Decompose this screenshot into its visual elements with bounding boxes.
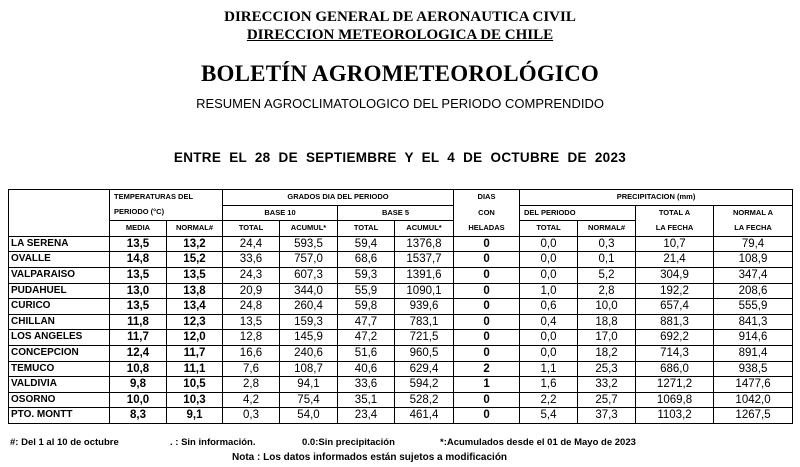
base10-total-cell: 7,6	[223, 361, 280, 377]
table-row	[9, 408, 793, 424]
temp-group-header-line2: PERIODO (°C)	[110, 205, 223, 221]
precip-total-cell: 0,6	[520, 299, 578, 315]
base5-total-cell: 40,6	[338, 361, 395, 377]
precip-normal-cell: 25,3	[578, 361, 636, 377]
temp-media-cell: 8,3	[110, 408, 167, 424]
base5-acumul-cell: 594,2	[395, 377, 454, 393]
precip-normal-to-date-cell: 108,9	[714, 252, 793, 268]
base5-acumul-cell: 1537,7	[395, 252, 454, 268]
base10-acumul-cell: 159,3	[280, 314, 338, 330]
table-row	[9, 361, 793, 377]
base10-acumul-cell: 344,0	[280, 283, 338, 299]
base10-header: BASE 10	[223, 205, 338, 221]
base5-total-cell: 47,2	[338, 330, 395, 346]
precip-normal-cell: 37,3	[578, 408, 636, 424]
precip-total-cell: 1,0	[520, 283, 578, 299]
precip-normal-cell: 18,2	[578, 345, 636, 361]
precip-total-cell: 0,4	[520, 314, 578, 330]
base10-acumul-cell: 75,4	[280, 392, 338, 408]
base5-acumul-cell: 629,4	[395, 361, 454, 377]
station-name-cell: OSORNO	[9, 392, 110, 408]
base5-total-cell: 68,6	[338, 252, 395, 268]
temp-normal-cell: 13,4	[167, 299, 223, 315]
base5-total-cell: 55,9	[338, 283, 395, 299]
precip-normal-to-date-cell: 1042,0	[714, 392, 793, 408]
base10-acumul-cell: 240,6	[280, 345, 338, 361]
precip-total-cell: 1,1	[520, 361, 578, 377]
table-row	[9, 283, 793, 299]
precip-total-to-date-cell: 1069,8	[636, 392, 714, 408]
precip-normal-cell: 2,8	[578, 283, 636, 299]
temp-normal-cell: 10,5	[167, 377, 223, 393]
header-corner-bottom	[9, 221, 110, 237]
footnote-no-info: . : Sin información.	[170, 437, 256, 448]
base5-total-cell: 33,6	[338, 377, 395, 393]
station-name-cell: CONCEPCION	[9, 345, 110, 361]
precip-normal-to-date-cell: 914,6	[714, 330, 793, 346]
frost-days-cell: 0	[454, 299, 520, 315]
precip-normal-cell: 0,1	[578, 252, 636, 268]
base5-total-cell: 23,4	[338, 408, 395, 424]
table-row	[9, 392, 793, 408]
frost-days-cell: 0	[454, 236, 520, 252]
table-row	[9, 236, 793, 252]
footnote-period: #: Del 1 al 10 de octubre	[10, 437, 119, 448]
base10-total-cell: 33,6	[223, 252, 280, 268]
la-fecha-header-2: LA FECHA	[714, 221, 793, 237]
org-name-line2	[0, 27, 800, 44]
base5-total-header: TOTAL	[338, 221, 395, 237]
temp-group-header-line1: TEMPERATURAS DEL	[110, 190, 223, 206]
base10-acumul-cell: 94,1	[280, 377, 338, 393]
base5-acumul-header: ACUMUL*	[395, 221, 454, 237]
base5-acumul-cell: 783,1	[395, 314, 454, 330]
footnotes	[0, 437, 800, 451]
station-name-cell: CHILLAN	[9, 314, 110, 330]
precip-total-to-date-cell: 10,7	[636, 236, 714, 252]
precip-normal-cell: 5,2	[578, 267, 636, 283]
precip-total-cell: 1,6	[520, 377, 578, 393]
base10-total-cell: 24,4	[223, 236, 280, 252]
base10-acumul-header: ACUMUL*	[280, 221, 338, 237]
temp-media-cell: 13,5	[110, 236, 167, 252]
precip-total-to-date-cell: 1103,2	[636, 408, 714, 424]
temp-normal-cell: 13,8	[167, 283, 223, 299]
base10-acumul-cell: 607,3	[280, 267, 338, 283]
precip-normal-to-date-cell: 891,4	[714, 345, 793, 361]
table-body	[9, 236, 793, 423]
base5-acumul-cell: 1376,8	[395, 236, 454, 252]
table-row	[9, 299, 793, 315]
base5-acumul-cell: 1090,1	[395, 283, 454, 299]
precip-total-to-date-cell: 192,2	[636, 283, 714, 299]
station-name-cell: LOS ANGELES	[9, 330, 110, 346]
precip-normal-cell: 25,7	[578, 392, 636, 408]
temp-media-cell: 13,5	[110, 299, 167, 315]
precip-normal-cell: 0,3	[578, 236, 636, 252]
grados-dia-header: GRADOS DIA DEL PERIODO	[223, 190, 454, 206]
normal-temp-header: NORMAL#	[167, 221, 223, 237]
temp-media-cell: 13,0	[110, 283, 167, 299]
header-corner-mid	[9, 205, 110, 221]
frost-days-cell: 0	[454, 392, 520, 408]
table-row	[9, 377, 793, 393]
base10-total-cell: 24,3	[223, 267, 280, 283]
station-name-cell: VALDIVIA	[9, 377, 110, 393]
table-row	[9, 252, 793, 268]
station-name-cell: PUDAHUEL	[9, 283, 110, 299]
normal-a-header: NORMAL A	[714, 205, 793, 221]
precip-total-cell: 0,0	[520, 252, 578, 268]
base10-total-cell: 24,8	[223, 299, 280, 315]
precip-total-cell: 0,0	[520, 236, 578, 252]
precip-total-to-date-cell: 714,3	[636, 345, 714, 361]
base5-acumul-cell: 528,2	[395, 392, 454, 408]
footnote-no-precip: 0.0:Sin precipitación	[302, 437, 395, 448]
frost-days-cell: 0	[454, 283, 520, 299]
org-name-line1: DIRECCION GENERAL DE AERONAUTICA CIVIL	[224, 9, 576, 25]
frost-days-cell: 0	[454, 408, 520, 424]
temp-media-cell: 14,8	[110, 252, 167, 268]
station-name-cell: OVALLE	[9, 252, 110, 268]
precip-total-cell: 2,2	[520, 392, 578, 408]
precip-total-to-date-cell: 686,0	[636, 361, 714, 377]
base5-acumul-cell: 939,6	[395, 299, 454, 315]
precip-total-cell: 0,0	[520, 330, 578, 346]
base10-total-cell: 16,6	[223, 345, 280, 361]
precip-normal-header: NORMAL#	[578, 221, 636, 237]
base5-acumul-cell: 960,5	[395, 345, 454, 361]
precip-total-header: TOTAL	[520, 221, 578, 237]
frost-days-cell: 2	[454, 361, 520, 377]
la-fecha-header-1: LA FECHA	[636, 221, 714, 237]
precip-total-to-date-cell: 21,4	[636, 252, 714, 268]
temp-normal-cell: 10,3	[167, 392, 223, 408]
temp-normal-cell: 12,0	[167, 330, 223, 346]
station-name-cell: PTO. MONTT	[9, 408, 110, 424]
precip-total-to-date-cell: 1271,2	[636, 377, 714, 393]
period-range: ENTRE EL 28 DE SEPTIEMBRE Y EL 4 DE OCTUBRE DE 2023	[173, 150, 627, 165]
base5-total-cell: 35,1	[338, 392, 395, 408]
heladas-header-line3: HELADAS	[454, 221, 520, 237]
base10-total-cell: 12,8	[223, 330, 280, 346]
precip-normal-to-date-cell: 938,5	[714, 361, 793, 377]
temp-normal-cell: 15,2	[167, 252, 223, 268]
footnote-disclaimer: Nota : Los datos informados están sujetos a modificación	[232, 452, 508, 463]
heladas-header-line2: CON	[454, 205, 520, 221]
frost-days-cell: 0	[454, 252, 520, 268]
base10-acumul-cell: 145,9	[280, 330, 338, 346]
precip-total-cell: 5,4	[520, 408, 578, 424]
base5-total-cell: 59,3	[338, 267, 395, 283]
del-periodo-header: DEL PERIODO	[520, 205, 636, 221]
base5-total-cell: 47,7	[338, 314, 395, 330]
precip-normal-to-date-cell: 555,9	[714, 299, 793, 315]
station-name-cell: LA SERENA	[9, 236, 110, 252]
precip-normal-to-date-cell: 79,4	[714, 236, 793, 252]
base5-acumul-cell: 1391,6	[395, 267, 454, 283]
base10-total-cell: 0,3	[223, 408, 280, 424]
precip-total-cell: 0,0	[520, 267, 578, 283]
org-name-line2-text: DIRECCION METEOROLOGICA DE CHILE	[246, 27, 554, 43]
temp-media-cell: 12,4	[110, 345, 167, 361]
station-name-cell: CURICO	[9, 299, 110, 315]
precip-normal-to-date-cell: 841,3	[714, 314, 793, 330]
frost-days-cell: 0	[454, 330, 520, 346]
bulletin-subtitle: RESUMEN AGROCLIMATOLOGICO DEL PERIODO COMPRENDIDO	[196, 96, 604, 111]
base5-acumul-cell: 721,5	[395, 330, 454, 346]
base10-total-cell: 13,5	[223, 314, 280, 330]
precip-normal-cell: 17,0	[578, 330, 636, 346]
base10-acumul-cell: 757,0	[280, 252, 338, 268]
frost-days-cell: 0	[454, 267, 520, 283]
footnote-accumulated: *:Acumulados desde el 01 de Mayo de 2023	[440, 437, 636, 448]
total-a-header: TOTAL A	[636, 205, 714, 221]
station-name-cell: TEMUCO	[9, 361, 110, 377]
temp-media-cell: 11,7	[110, 330, 167, 346]
precip-total-to-date-cell: 692,2	[636, 330, 714, 346]
precip-total-to-date-cell: 304,9	[636, 267, 714, 283]
frost-days-cell: 1	[454, 377, 520, 393]
table-row	[9, 330, 793, 346]
header-row-3	[9, 221, 793, 237]
precip-normal-cell: 33,2	[578, 377, 636, 393]
media-header: MEDIA	[110, 221, 167, 237]
table-row	[9, 267, 793, 283]
heladas-header-line1: DIAS	[454, 190, 520, 206]
temp-media-cell: 10,0	[110, 392, 167, 408]
base5-acumul-cell: 461,4	[395, 408, 454, 424]
station-name-cell: VALPARAISO	[9, 267, 110, 283]
temp-media-cell: 13,5	[110, 267, 167, 283]
base10-acumul-cell: 108,7	[280, 361, 338, 377]
temp-media-cell: 9,8	[110, 377, 167, 393]
precip-total-to-date-cell: 881,3	[636, 314, 714, 330]
temp-normal-cell: 11,1	[167, 361, 223, 377]
temp-normal-cell: 11,7	[167, 345, 223, 361]
precip-total-to-date-cell: 657,4	[636, 299, 714, 315]
base10-total-cell: 2,8	[223, 377, 280, 393]
precip-total-cell: 0,0	[520, 345, 578, 361]
base5-header: BASE 5	[338, 205, 454, 221]
header-corner	[9, 190, 110, 206]
base10-total-cell: 20,9	[223, 283, 280, 299]
temp-normal-cell: 9,1	[167, 408, 223, 424]
base10-total-header: TOTAL	[223, 221, 280, 237]
precip-normal-to-date-cell: 347,4	[714, 267, 793, 283]
precip-normal-cell: 10,0	[578, 299, 636, 315]
base10-acumul-cell: 593,5	[280, 236, 338, 252]
agroclimatic-table	[8, 189, 793, 424]
precip-header: PRECIPITACION (mm)	[520, 190, 793, 206]
temp-media-cell: 10,8	[110, 361, 167, 377]
base5-total-cell: 59,8	[338, 299, 395, 315]
frost-days-cell: 0	[454, 345, 520, 361]
base10-acumul-cell: 260,4	[280, 299, 338, 315]
base10-total-cell: 4,2	[223, 392, 280, 408]
header-row-2	[9, 205, 793, 221]
precip-normal-to-date-cell: 1477,6	[714, 377, 793, 393]
precip-normal-to-date-cell: 1267,5	[714, 408, 793, 424]
temp-normal-cell: 13,2	[167, 236, 223, 252]
header-row-1	[9, 190, 793, 206]
bulletin-title: BOLETÍN AGROMETEOROLÓGICO	[201, 61, 599, 86]
temp-normal-cell: 12,3	[167, 314, 223, 330]
precip-normal-to-date-cell: 208,6	[714, 283, 793, 299]
base5-total-cell: 59,4	[338, 236, 395, 252]
table-row	[9, 345, 793, 361]
temp-normal-cell: 13,5	[167, 267, 223, 283]
temp-media-cell: 11,8	[110, 314, 167, 330]
precip-normal-cell: 18,8	[578, 314, 636, 330]
frost-days-cell: 0	[454, 314, 520, 330]
base10-acumul-cell: 54,0	[280, 408, 338, 424]
base5-total-cell: 51,6	[338, 345, 395, 361]
table-row	[9, 314, 793, 330]
